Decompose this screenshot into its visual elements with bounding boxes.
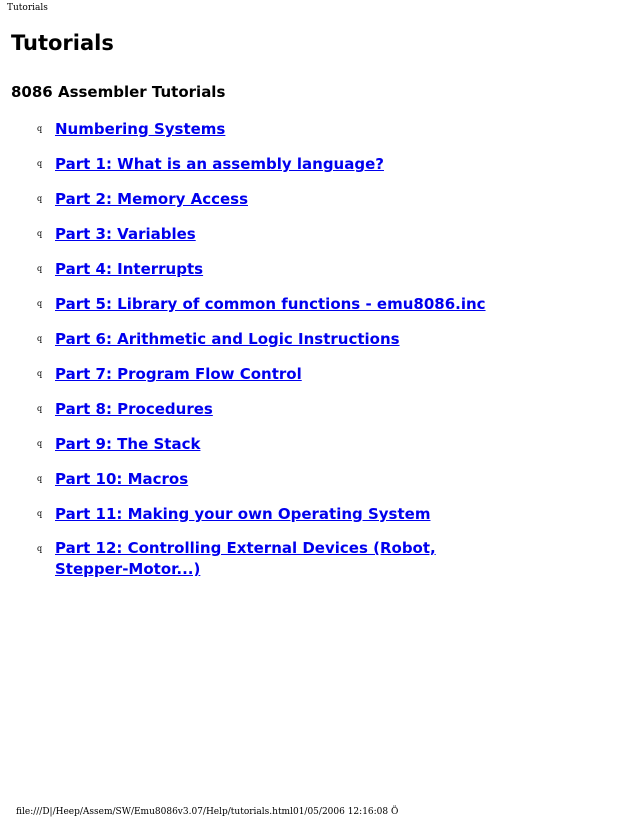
bullet-icon: q	[37, 509, 43, 518]
list-item-part-4	[0, 258, 560, 280]
page-footer-url: file:///D|/Heep/Assem/SW/Emu8086v3.07/Help/tutorials.html01/05/2006 12:16:08 Ö	[16, 807, 399, 817]
tutorial-list	[0, 118, 560, 593]
link-numbering-systems[interactable]: Numbering Systems	[55, 120, 226, 138]
list-item-part-9	[0, 433, 560, 455]
list-item-numbering-systems	[0, 118, 560, 140]
link-part-12[interactable]: Part 12: Controlling External Devices (Robot, Stepper-Motor...)	[55, 539, 436, 578]
bullet-icon: q	[37, 229, 43, 238]
link-part-10[interactable]: Part 10: Macros	[55, 470, 189, 488]
bullet-icon: q	[37, 124, 43, 133]
page-title: Tutorials	[11, 31, 114, 55]
list-item-part-6	[0, 328, 560, 350]
link-part-6[interactable]: Part 6: Arithmetic and Logic Instructions	[55, 330, 400, 348]
bullet-icon: q	[37, 474, 43, 483]
link-part-4[interactable]: Part 4: Interrupts	[55, 260, 204, 278]
bullet-icon: q	[37, 544, 43, 553]
list-item-part-11	[0, 503, 560, 525]
link-part-5[interactable]: Part 5: Library of common functions - emu8086.inc	[55, 295, 486, 313]
link-part-1[interactable]: Part 1: What is an assembly language?	[55, 155, 384, 173]
link-part-3[interactable]: Part 3: Variables	[55, 225, 196, 243]
link-part-11[interactable]: Part 11: Making your own Operating System	[55, 505, 431, 523]
bullet-icon: q	[37, 299, 43, 308]
list-item-part-2	[0, 188, 560, 210]
link-part-8[interactable]: Part 8: Procedures	[55, 400, 213, 418]
bullet-icon: q	[37, 334, 43, 343]
bullet-icon: q	[37, 159, 43, 168]
bullet-icon: q	[37, 369, 43, 378]
link-part-7[interactable]: Part 7: Program Flow Control	[55, 365, 302, 383]
link-part-9[interactable]: Part 9: The Stack	[55, 435, 201, 453]
list-item-part-12	[0, 538, 560, 580]
list-item-part-1	[0, 153, 560, 175]
list-item-part-7	[0, 363, 560, 385]
page-header: Tutorials	[7, 3, 48, 13]
bullet-icon: q	[37, 264, 43, 273]
list-item-part-8	[0, 398, 560, 420]
list-item-part-5	[0, 293, 560, 315]
bullet-icon: q	[37, 194, 43, 203]
bullet-icon: q	[37, 404, 43, 413]
bullet-icon: q	[37, 439, 43, 448]
list-item-part-10	[0, 468, 560, 490]
list-item-part-3	[0, 223, 560, 245]
link-part-2[interactable]: Part 2: Memory Access	[55, 190, 249, 208]
section-title: 8086 Assembler Tutorials	[11, 83, 226, 101]
